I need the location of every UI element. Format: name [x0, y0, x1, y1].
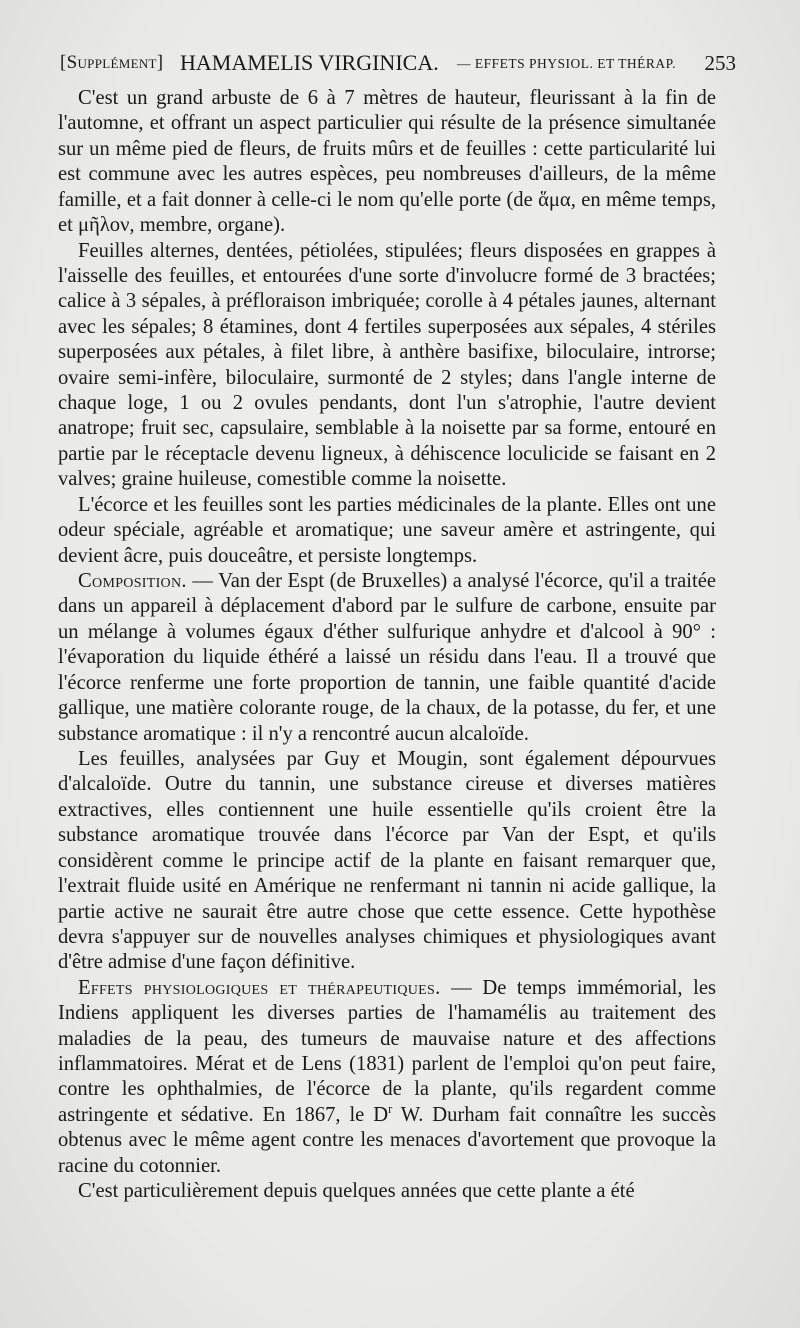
superscript: r: [388, 1102, 393, 1117]
header-subtitle: — EFFETS PHYSIOL. ET THÉRAP.: [457, 56, 677, 71]
paragraph-text: C'est un grand arbuste de 6 à 7 mètres de hauteur, fleurissant à la fin de l'automne, et offrant un aspect particulier qui résulte de la présence simultanée sur un même pied de fleurs, de fruits mûrs et de feuilles : cette particularité lui est commune avec les autres espèces, peu nombreuses d'ailleurs, de la même famille, et a fait donner à celle-ci le nom qu'elle porte (de ἅμα, en même temps, et μῆλον, membre, organe).: [58, 87, 716, 237]
paragraph-closing: [58, 1179, 716, 1204]
page-number: 253: [704, 51, 736, 75]
paragraph-text: — De temps immémorial, les Indiens appliquent les diverses parties de l'hamamélis au traitement des maladies de la peau, des tumeurs de mauvaise nature et des affections inflammatoires. Mérat et de Lens (1831) parlent de l'emploi qu'on peut faire, contre les ophthalmies, de l'écorce de la plante, qu'ils regardent comme astringente et sédative. En 1867, le D: [58, 976, 716, 1126]
paragraph-effects: [58, 976, 716, 1179]
paragraph-text: Feuilles alternes, dentées, pétiolées, stipulées; fleurs disposées en grappes à l'aisselle des feuilles, et entourées d'une sorte d'involucre formé de 3 bractées; calice à 3 sépales, à préfloraison imbriquée; corolle à 4 pétales jaunes, alternant avec les sépales; 8 étamines, dont 4 fertiles superposées aux sépales, 4 stériles superposées aux pétales, à filet libre, à anthère basifixe, biloculaire, introrse; ovaire semi-infère, biloculaire, surmonté de 2 styles; dans l'angle interne de chaque loge, 1 ou 2 ovules pendants, dont l'un s'atrophie, l'autre devient anatrope; fruit sec, capsulaire, semblable à la noisette par sa forme, entouré en partie par le réceptacle devenu ligneux, à déhiscence loculicide se faisant en 2 valves; graine huileuse, comestible comme la noisette.: [58, 239, 716, 491]
paragraph-text-continued: W. Durham fait connaître les succès obtenus avec le même agent contre les menaces d'avortement que provoque la racine du cotonnier.: [58, 1103, 717, 1177]
header-section: [Supplément]: [60, 52, 164, 73]
running-header: [60, 48, 736, 78]
paragraph-text: L'écorce et les feuilles sont les parties médicinales de la plante. Elles ont une odeur spéciale, agréable et aromatique; une saveur amère et astringente, qui devient âcre, puis douceâtre, et persiste longtemps.: [58, 493, 716, 567]
paragraph-composition: [58, 569, 716, 747]
paragraph-description: [58, 86, 716, 239]
section-label-effects: Effets physiologiques et thérapeutiques.: [78, 976, 441, 999]
paragraph-text: Les feuilles, analysées par Guy et Mougin, sont également dépourvues d'alcaloïde. Outre du tannin, une substance cireuse et diverses matières extractives, elles contiennent une huile essentielle qu'ils croient être la substance aromatique trouvée dans l'écorce par Van der Espt, et qu'ils considèrent comme le principe actif de la plante en faisant remarquer que, l'extrait fluide usité en Amérique ne renfermant ni tannin ni acide gallique, la partie active ne saurait être autre chose que cette essence. Cette hypothèse devra s'appuyer sur de nouvelles analyses chimiques et physiologiques avant d'être admise d'une façon définitive.: [58, 747, 716, 974]
paragraph-leaves-analysis: [58, 747, 716, 976]
section-label-composition: Composition.: [78, 570, 187, 593]
paragraph-text: — Van der Espt (de Bruxelles) a analysé l'écorce, qu'il a traitée dans un appareil à déplacement d'abord par le sulfure de carbone, ensuite par un mélange à volumes égaux d'éther sulfurique anhydre et d'alcool à 90° : l'évaporation du liquide éthéré a laissé un résidu dans l'eau. Il a trouvé que l'écorce renferme une forte proportion de tannin, une faible quantité d'acide gallique, une matière colorante rouge, de la chaux, de la potasse, du fer, et une substance aromatique : il n'y a rencontré aucun alcaloïde.: [58, 570, 716, 745]
paragraph-text: C'est particulièrement depuis quelques années que cette plante a été: [78, 1180, 635, 1203]
paragraph-botany: [58, 239, 716, 493]
paragraph-medicinal-parts: [58, 493, 716, 569]
header-title: HAMAMELIS VIRGINICA.: [180, 50, 439, 75]
body-text: [58, 86, 716, 1205]
